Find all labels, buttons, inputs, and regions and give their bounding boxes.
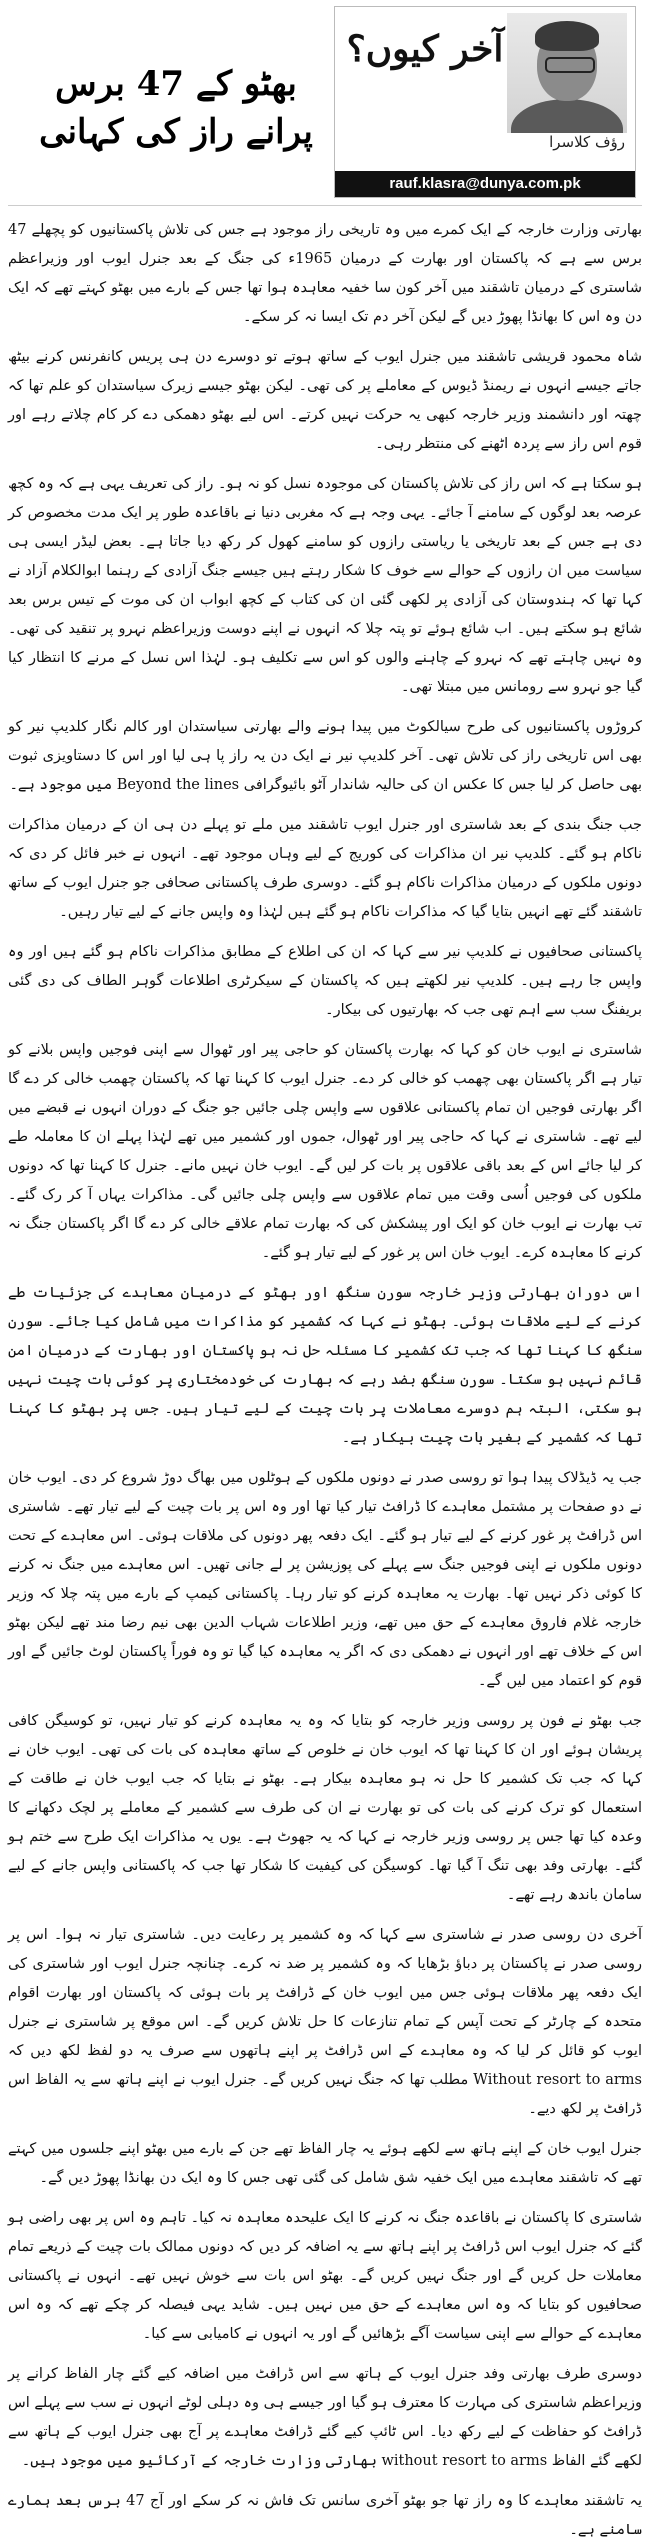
column-body xyxy=(8,206,642,2545)
paragraph: اس دوران بھارتی وزیر خارجہ سورن سنگھ اور بھٹو کے درمیان معاہدے کی جزئیات طے کرنے کے لیے ملاقات ہوئی۔ بھٹو نے کہا کہ کشمیر کو مذاکرات میں شامل کیا جائے۔ سورن سنگھ کا کہنا تھا کہ جب تک کشمیر کا مسئلہ حل نہ ہو پاکستان اور بھارت کے درمیان امن قائم نہیں ہو سکتا۔ سورن سنگھ بضد رہے کہ بھارت کی خودمختاری پر کوئی بات چیت نہیں ہو سکتی، البتہ ہم دوسرے معاملات پر بات چیت کے لیے تیار ہیں۔ جس پر بھٹو کا کہنا تھا کہ کشمیر کے بغیر بات چیت بیکار ہے۔ xyxy=(8,1285,642,1446)
paragraph: جنرل ایوب خان کے اپنے ہاتھ سے لکھے ہوئے یہ چار الفاظ تھے جن کے بارے میں بھٹو اپنے جلسوں میں کہتے تھے کہ تاشقند معاہدے میں ایک خفیہ شق شامل کی گئی تھی جس کا وہ ایک دن بھانڈا پھوڑ دیں گے۔ xyxy=(8,2141,642,2186)
author-photo-shoulders xyxy=(511,99,623,133)
paragraph: شاستری کا پاکستان نے باقاعدہ جنگ نہ کرنے کا ایک علیحدہ معاہدہ نہ کیا۔ تاہم وہ اس پر بھی راضی ہو گئے کہ جنرل ایوب اس ڈرافٹ پر اپنے ہاتھ سے یہ اضافہ کر دیں کہ دونوں ممالک بات چیت کے ذریعے تمام معاملات حل کریں گے اور جنگ نہیں کریں گے۔ بھٹو اس بات سے خوش نہیں تھے۔ انہوں نے پاکستانی صحافیوں کو بتایا کہ وہ اس معاہدے کے حق میں نہیں ہیں۔ شاید یہی فیصلہ کر چکے تھے کہ وہ اس معاہدے کے حوالے سے اپنی سیاست آگے بڑھائیں گے اور یہ انہوں نے کامیابی سے کیا۔ xyxy=(8,2210,642,2342)
paragraph: پاکستانی صحافیوں نے کلدیپ نیر سے کہا کہ ان کی اطلاع کے مطابق مذاکرات ناکام ہو گئے ہیں اور وہ واپس جا رہے ہیں۔ کلدیپ نیر لکھتے ہیں کہ پاکستان کے سیکرٹری اطلاعات گوہر الطاف کی دی گئی بریفنگ سب سے اہم تھی جب کہ بھارتیوں کی بیکار۔ xyxy=(8,944,642,1018)
paragraph: شاستری نے ایوب خان کو کہا کہ بھارت پاکستان کو حاجی پیر اور ٹھوال سے اپنی فوجیں واپس بلانے کو تیار ہے اگر پاکستان بھی چھمب کو خالی کر دے۔ جنرل ایوب کا کہنا تھا کہ پاکستان چھمب خالی کر دے گا اگر بھارتی فوجیں ان تمام پاکستانی علاقوں سے واپس چلی جائیں جو جنگ کے دوران انہوں نے قبضے میں لیے تھے۔ شاستری نے کہا کہ حاجی پیر اور ٹھوال، جموں اور کشمیر میں تھے لہٰذا پہلے ان کا معاملہ طے کر لیا جائے اس کے بعد باقی علاقوں پر بات کر لیں گے۔ ایوب خان نہیں مانے۔ جنرل کا کہنا تھا کہ دونوں ملکوں کی فوجیں اُسی وقت میں تمام علاقوں سے واپس چلی جائیں گی۔ مذاکرات یہاں آ کر رک گئے۔ تب بھارت نے ایوب خان کو ایک اور پیشکش کی کہ بھارت تمام علاقے خالی کر دے گا اگر پاکستان جنگ نہ کرنے کا معاہدہ کرے۔ ایوب خان اس پر غور کے لیے تیار ہو گئے۔ xyxy=(8,1042,642,1261)
author-photo xyxy=(507,13,627,133)
paragraph: شاہ محمود قریشی تاشقند میں جنرل ایوب کے ساتھ ہوتے تو دوسرے دن ہی پریس کانفرنس کرنے بیٹھ جاتے جیسے انہوں نے ریمنڈ ڈیوس کے معاملے پر کی تھی۔ لیکن بھٹو جیسے زیرک سیاستدان کو علم تھا کہ چھتہ اور دانشمند وزیر خارجہ کبھی یہ حرکت نہیں کرتے۔ اس لیے بھٹو دھمکی دے کر کام چلاتے رہے اور قوم اس راز سے پردہ اٹھنے کی منتظر رہی۔ xyxy=(8,349,642,452)
paragraph: دوسری طرف بھارتی وفد جنرل ایوب کے ہاتھ سے اس ڈرافٹ میں اضافہ کیے گئے چار الفاظ کرانے پر وزیراعظم شاستری کی مہارت کا معترف ہو گیا اور جیسے ہی وہ دہلی لوٹے انہوں نے سب سے پہلے اس ڈرافٹ کو حفاظت کے لیے رکھ دیا۔ اس ٹائپ کیے گئے ڈرافٹ معاہدے پر آج بھی جنرل ایوب کے ہاتھ سے لکھے گئے الفاظ without resort to arms بھارتی وزارت خارجہ کے آرکائیو میں موجود ہیں۔ xyxy=(8,2366,642,2469)
column-header xyxy=(8,0,642,206)
paragraph: ہو سکتا ہے کہ اس راز کی تلاش پاکستان کی موجودہ نسل کو نہ ہو۔ راز کی تعریف یہی ہے کہ وہ کچھ عرصہ بعد لوگوں کے سامنے آ جائے۔ یہی وجہ ہے کہ مغربی دنیا نے باقاعدہ طور پر ایک مدت مخصوص کر دی ہے جس کے بعد تاریخی یا ریاستی رازوں کو سامنے کھول کر رکھ دیا جاتا ہے۔ بعض لیڈر ایسی ہی سیاست میں ان رازوں کے حوالے سے خوف کا شکار رہتے ہیں جیسے جنگ آزادی کے رہنما ابوالکلام آزاد نے کہا تھا کہ ہندوستان کی آزادی پر لکھی گئی ان کی کتاب کے کچھ ابواب ان کی موت کے تیس برس بعد شائع ہو سکتے ہیں۔ اب شائع ہوئے تو پتہ چلا کہ انہوں نے اپنے دوست وزیراعظم نہرو پر تنقید کی تھی۔ وہ نہیں چاہتے تھے کہ نہرو کے چاہنے والوں کو اس سے تکلیف ہو۔ لہٰذا اس نسل کے مرنے کا انتظار کیا گیا جو نہرو سے رومانس میں مبتلا تھی۔ xyxy=(8,476,642,695)
author-photo-glasses xyxy=(545,57,595,73)
paragraph: کروڑوں پاکستانیوں کی طرح سیالکوٹ میں پیدا ہونے والے بھارتی سیاستدان اور کالم نگار کلدیپ نیر کو بھی اس تاریخی راز کی تلاش تھی۔ آخر کلدیپ نیر نے ایک دن یہ راز پا ہی لیا اور اس کا دستاویزی ثبوت بھی حاصل کر لیا جس کا عکس ان کی حالیہ شاندار آٹو بائیوگرافی Beyond the lines میں موجود ہے۔ xyxy=(8,719,642,793)
column-brand-box xyxy=(334,6,636,198)
author-name: رؤف کلاسرا xyxy=(549,133,625,151)
paragraph: جب یہ ڈیڈلاک پیدا ہوا تو روسی صدر نے دونوں ملکوں کے ہوٹلوں میں بھاگ دوڑ شروع کر دی۔ ایوب خان نے دو صفحات پر مشتمل معاہدے کا ڈرافٹ تیار کیا تھا اور وہ اس پر بات چیت کے لیے تیار تھے۔ شاستری اس ڈرافٹ پر غور کرنے کے لیے تیار ہو گئے۔ ایک دفعہ پھر دونوں کی ملاقات ہوئی۔ اس معاہدے کے تحت دونوں ملکوں نے اپنی فوجیں جنگ سے پہلے کی پوزیشن پر لے جانی تھیں۔ اس معاہدے میں جنگ نہ کرنے کا کوئی ذکر نہیں تھا۔ بھارت یہ معاہدہ کرنے کو تیار رہا۔ پاکستانی کیمپ کے بارے میں پتہ چلا کہ وزیر خارجہ غلام فاروق معاہدے کے حق میں تھے، وزیر اطلاعات شہاب الدین بھی نیم رضا مند تھے لیکن بھٹو اس کے خلاف تھے اور انہوں نے دھمکی دی کہ اگر یہ معاہدہ کیا گیا تو وہ فوراً پاکستان لوٹ جائیں گے اور قوم کو اعتماد میں لیں گے۔ xyxy=(8,1470,642,1689)
paragraph: جب جنگ بندی کے بعد شاستری اور جنرل ایوب تاشقند میں ملے تو پہلے دن ہی ان کے درمیان مذاکرات ناکام ہو گئے۔ کلدیپ نیر ان مذاکرات کی کوریج کے لیے وہاں موجود تھے۔ انہوں نے خبر فائل کر دی کہ دونوں ملکوں کے درمیان مذاکرات ناکام ہو گئے۔ دوسری طرف پاکستانی صحافی جو جنرل ایوب کے ساتھ تاشقند گئے تھے انہیں بتایا گیا کہ مذاکرات ناکام ہو گئے ہیں لہٰذا وہ واپس جانے کے لیے تیار رہیں۔ xyxy=(8,817,642,920)
column-series-title: آخر کیوں؟ xyxy=(346,28,504,70)
paragraph: آخری دن روسی صدر نے شاستری سے کہا کہ وہ کشمیر پر رعایت دیں۔ شاستری تیار نہ ہوا۔ اس پر روسی صدر نے پاکستان پر دباؤ بڑھایا کہ وہ کشمیر پر ضد نہ کرے۔ چنانچہ جنرل ایوب اور شاستری کی ایک دفعہ پھر ملاقات ہوئی جس میں ایوب خان کے ڈرافٹ پر بات ہوئی کہ پاکستان اور بھارت اقوام متحدہ کے چارٹر کے تحت آپس کے تمام تنازعات کا حل تلاش کریں گے۔ اس موقع پر شاستری نے جنرل ایوب کو قائل کر لیا کہ وہ معاہدے کے اس ڈرافٹ پر اپنے ہاتھوں سے صرف یہ دو لفظ لکھ دیں کہ Without resort to arms مطلب تھا کہ جنگ نہیں کریں گے۔ جنرل ایوب نے اپنے ہاتھ سے یہ الفاظ اس ڈرافٹ پر لکھ دیے۔ xyxy=(8,1927,642,2117)
paragraph: بھارتی وزارت خارجہ کے ایک کمرے میں وہ تاریخی راز موجود ہے جس کی تلاش پاکستانیوں کو پچھلے 47 برس سے ہے کہ پاکستان اور بھارت کے درمیان 1965ء کی جنگ کے بعد جنرل ایوب اور وزیراعظم شاستری کے درمیان تاشقند میں آخر کون سا خفیہ معاہدہ ہوا تھا جس کے بارے میں بھٹو کہتے تھے کہ ایک دن وہ اس کا بھانڈا پھوڑ دیں گے لیکن آخر دم تک ایسا نہ کر سکے۔ xyxy=(8,222,642,325)
paragraph: یہ تاشقند معاہدے کا وہ راز تھا جو بھٹو آخری سانس تک فاش نہ کر سکے اور آج 47 برس بعد ہمارے سامنے ہے۔ xyxy=(8,2493,642,2538)
author-photo-hair xyxy=(535,21,599,51)
column-headline: بھٹو کے 47 برس پرانے راز کی کہانی xyxy=(39,64,313,152)
paragraph: جب بھٹو نے فون پر روسی وزیر خارجہ کو بتایا کہ وہ یہ معاہدہ کرنے کو تیار نہیں، تو کوسیگن کافی پریشان ہوئے اور ان کا کہنا تھا کہ ایوب خان نے خلوص کے ساتھ معاہدہ کی بات کی تھی۔ ایوب خان نے کہا کہ جب تک کشمیر کا حل نہ ہو معاہدہ بیکار ہے۔ بھٹو نے بتایا کہ جب ایوب خان نے طاقت کے استعمال کو ترک کرنے کی بات کی تو بھارت نے ان کی طرف سے کشمیر کے معاملے پر لچک دکھانے کا وعدہ کیا تھا جس پر روسی وزیر خارجہ نے کہا کہ یہ جھوٹ ہے۔ یوں یہ مذاکرات ایک طرح سے ختم ہو گئے۔ بھارتی وفد بھی تنگ آ گیا تھا۔ کوسیگن کی کیفیت کا شکار تھا جب کہ پاکستانی واپس جانے کے لیے سامان باندھ رہے تھے۔ xyxy=(8,1713,642,1903)
author-email: rauf.klasra@dunya.com.pk xyxy=(335,171,635,197)
